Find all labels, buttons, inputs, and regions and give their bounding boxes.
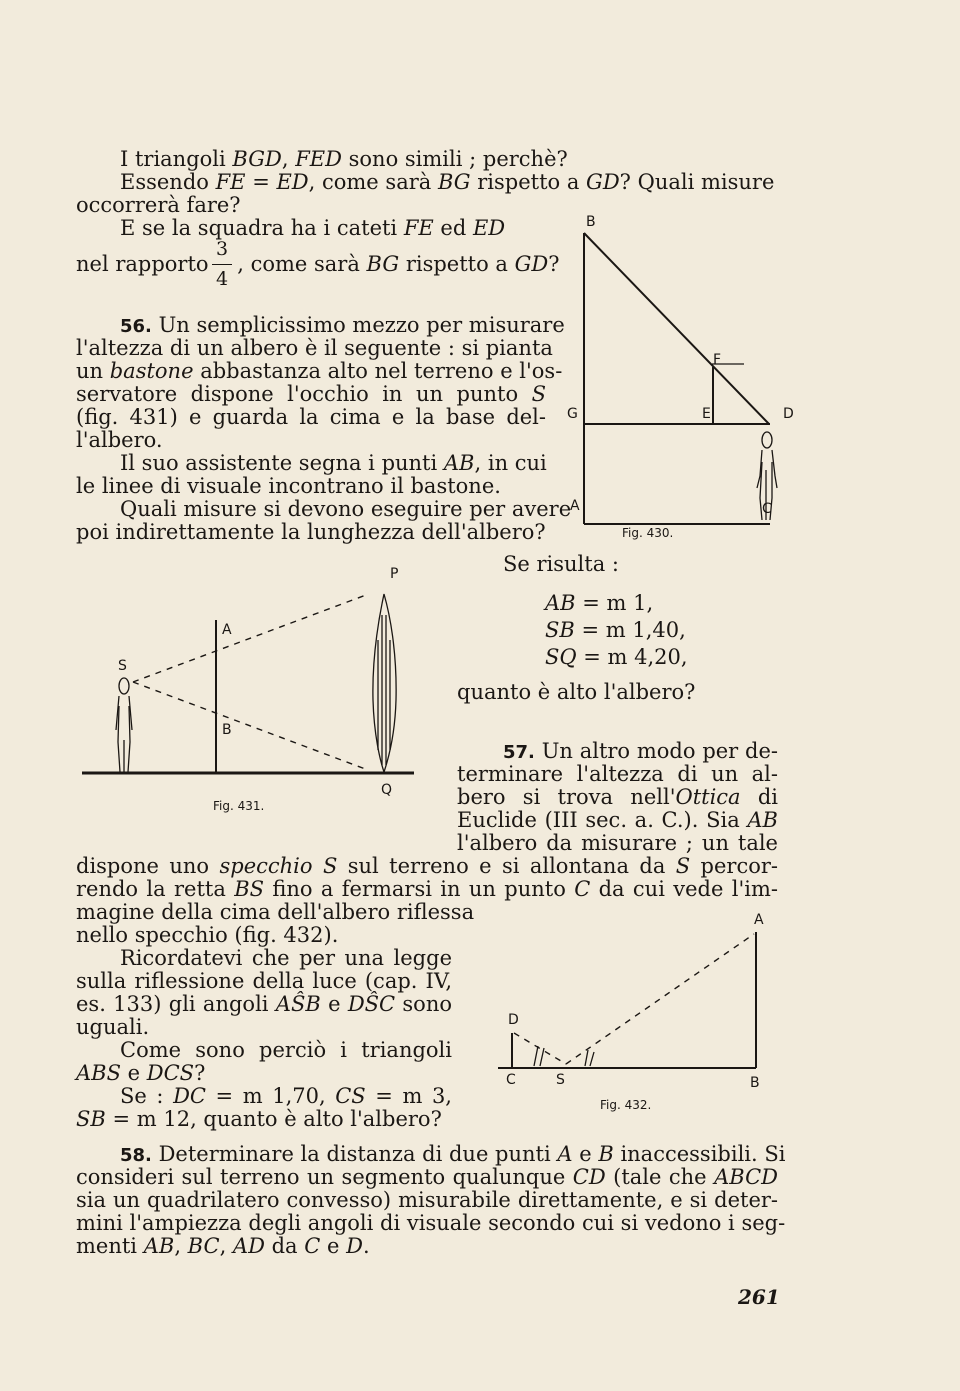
- fig432-grass: [534, 1046, 594, 1066]
- s58-line-1: 58. Determinare la distanza di due punti A e B inaccessibili. Si: [120, 1142, 786, 1166]
- s56-line-4: servatore dispone l'occhio in un punto S: [76, 382, 546, 406]
- s57-line-6: dispone uno specchio S sul terreno e si allontana da S percor-: [76, 854, 778, 878]
- s57-line-9: nello specchio (fig. 432).: [76, 923, 339, 947]
- fig431-label-b: B: [222, 722, 232, 738]
- top-line-5: nel rapporto , come sarà BG rispetto a GD?: [76, 252, 560, 276]
- fig430-label-f: F: [713, 352, 722, 368]
- s57-line-7: rendo la retta BS fino a fermarsi in un punto C da cui vede l'im-: [76, 877, 778, 901]
- fig430-label-d: D: [783, 406, 794, 422]
- fig430-caption: Fig. 430.: [622, 526, 674, 540]
- fig432-caption: Fig. 432.: [600, 1098, 652, 1112]
- page-number: 261: [738, 1285, 780, 1309]
- fig432-line-reflect-tree: [566, 934, 754, 1064]
- fig432-label-a: A: [754, 912, 764, 928]
- risulta-intro: Se risulta :: [503, 552, 619, 576]
- s57-line-10: Ricordatevi che per una legge: [120, 946, 452, 970]
- s57-line-12: es. 133) gli angoli AŜB e DŜC sono: [76, 992, 452, 1016]
- s57-line-1: 57. Un altro modo per de-: [503, 739, 778, 763]
- fraction-numerator: 3: [216, 238, 229, 260]
- s56-line-2: l'altezza di un albero è il seguente : si pianta: [76, 336, 553, 360]
- s57-line-4: Euclide (III sec. a. C.). Sia AB: [457, 808, 778, 832]
- s56-line-7: Il suo assistente segna i punti AB, in cui: [120, 451, 547, 475]
- s57-line-13: uguali.: [76, 1015, 150, 1039]
- s58-line-5: menti AB, BC, AD da C e D.: [76, 1234, 370, 1258]
- s57-line-11: sulla riflessione della luce (cap. IV,: [76, 969, 452, 993]
- s57-line-16: Se : DC = m 1,70, CS = m 3,: [120, 1084, 452, 1108]
- fig432-label-b: B: [750, 1075, 760, 1091]
- s56-line-9: Quali misure si devono eseguire per avere: [120, 497, 572, 521]
- s57-line-8: magine della cima dell'albero riflessa: [76, 900, 475, 924]
- fig431-caption: Fig. 431.: [213, 799, 265, 813]
- s57-line-2: terminare l'altezza di un al-: [457, 762, 778, 786]
- fig431-label-p: P: [390, 566, 399, 582]
- fig431-label-q: Q: [381, 782, 393, 798]
- fig432-line-reflect-eye: [514, 1033, 566, 1064]
- s56-line-6: l'albero.: [76, 428, 163, 452]
- fig430-label-c: C: [762, 501, 772, 517]
- s57-line-17: SB = m 12, quanto è alto l'albero?: [76, 1107, 442, 1131]
- s58-line-3: sia un quadrilatero convesso) misurabile direttamente, e si deter-: [76, 1188, 778, 1212]
- fig430-label-g: G: [567, 406, 578, 422]
- risulta-sb: SB = m 1,40,: [545, 618, 686, 642]
- fig431-label-a: A: [222, 622, 232, 638]
- s56-line-10: poi indirettamente la lunghezza dell'albero?: [76, 520, 546, 544]
- risulta-ab: AB = m 1,: [545, 591, 654, 615]
- top-line-3: occorrerà fare?: [76, 193, 241, 217]
- fraction-denominator: 4: [216, 268, 229, 290]
- fig432-label-s: S: [556, 1072, 565, 1088]
- risulta-sq: SQ = m 4,20,: [545, 645, 688, 669]
- s58-line-2: consideri sul terreno un segmento qualunque CD (tale che ABCD: [76, 1165, 778, 1189]
- top-line-1: I triangoli BGD, FED sono simili ; perchè?: [120, 147, 568, 171]
- top-line-2: Essendo FE = ED, come sarà BG rispetto a GD? Quali misure: [120, 170, 775, 194]
- risulta-question: quanto è alto l'albero?: [457, 680, 696, 704]
- s56-line-5: (fig. 431) e guarda la cima e la base del-: [76, 405, 546, 429]
- s56-line-1: 56. Un semplicissimo mezzo per misurare: [120, 313, 565, 337]
- fig431-label-s: S: [118, 658, 127, 674]
- s57-line-15: ABS e DCS?: [76, 1061, 206, 1085]
- fig430-label-b: B: [586, 214, 596, 230]
- fig432-label-c: C: [506, 1072, 516, 1088]
- s56-line-3: un bastone abbastanza alto nel terreno e l'os-: [76, 359, 563, 383]
- fig432-label-d: D: [508, 1012, 519, 1028]
- top-line-4: E se la squadra ha i cateti FE ed ED: [120, 216, 506, 240]
- s57-line-3: bero si trova nell'Ottica di: [457, 785, 778, 809]
- s57-line-5: l'albero da misurare ; un tale: [457, 831, 778, 855]
- s57-line-14: Come sono perciò i triangoli: [120, 1038, 452, 1062]
- s58-line-4: mini l'ampiezza degli angoli di visuale secondo cui si vedono i seg-: [76, 1211, 786, 1235]
- s56-line-8: le linee di visuale incontrano il bastone.: [76, 474, 501, 498]
- fig430-label-a: A: [570, 498, 580, 514]
- fig430-label-e: E: [702, 406, 711, 422]
